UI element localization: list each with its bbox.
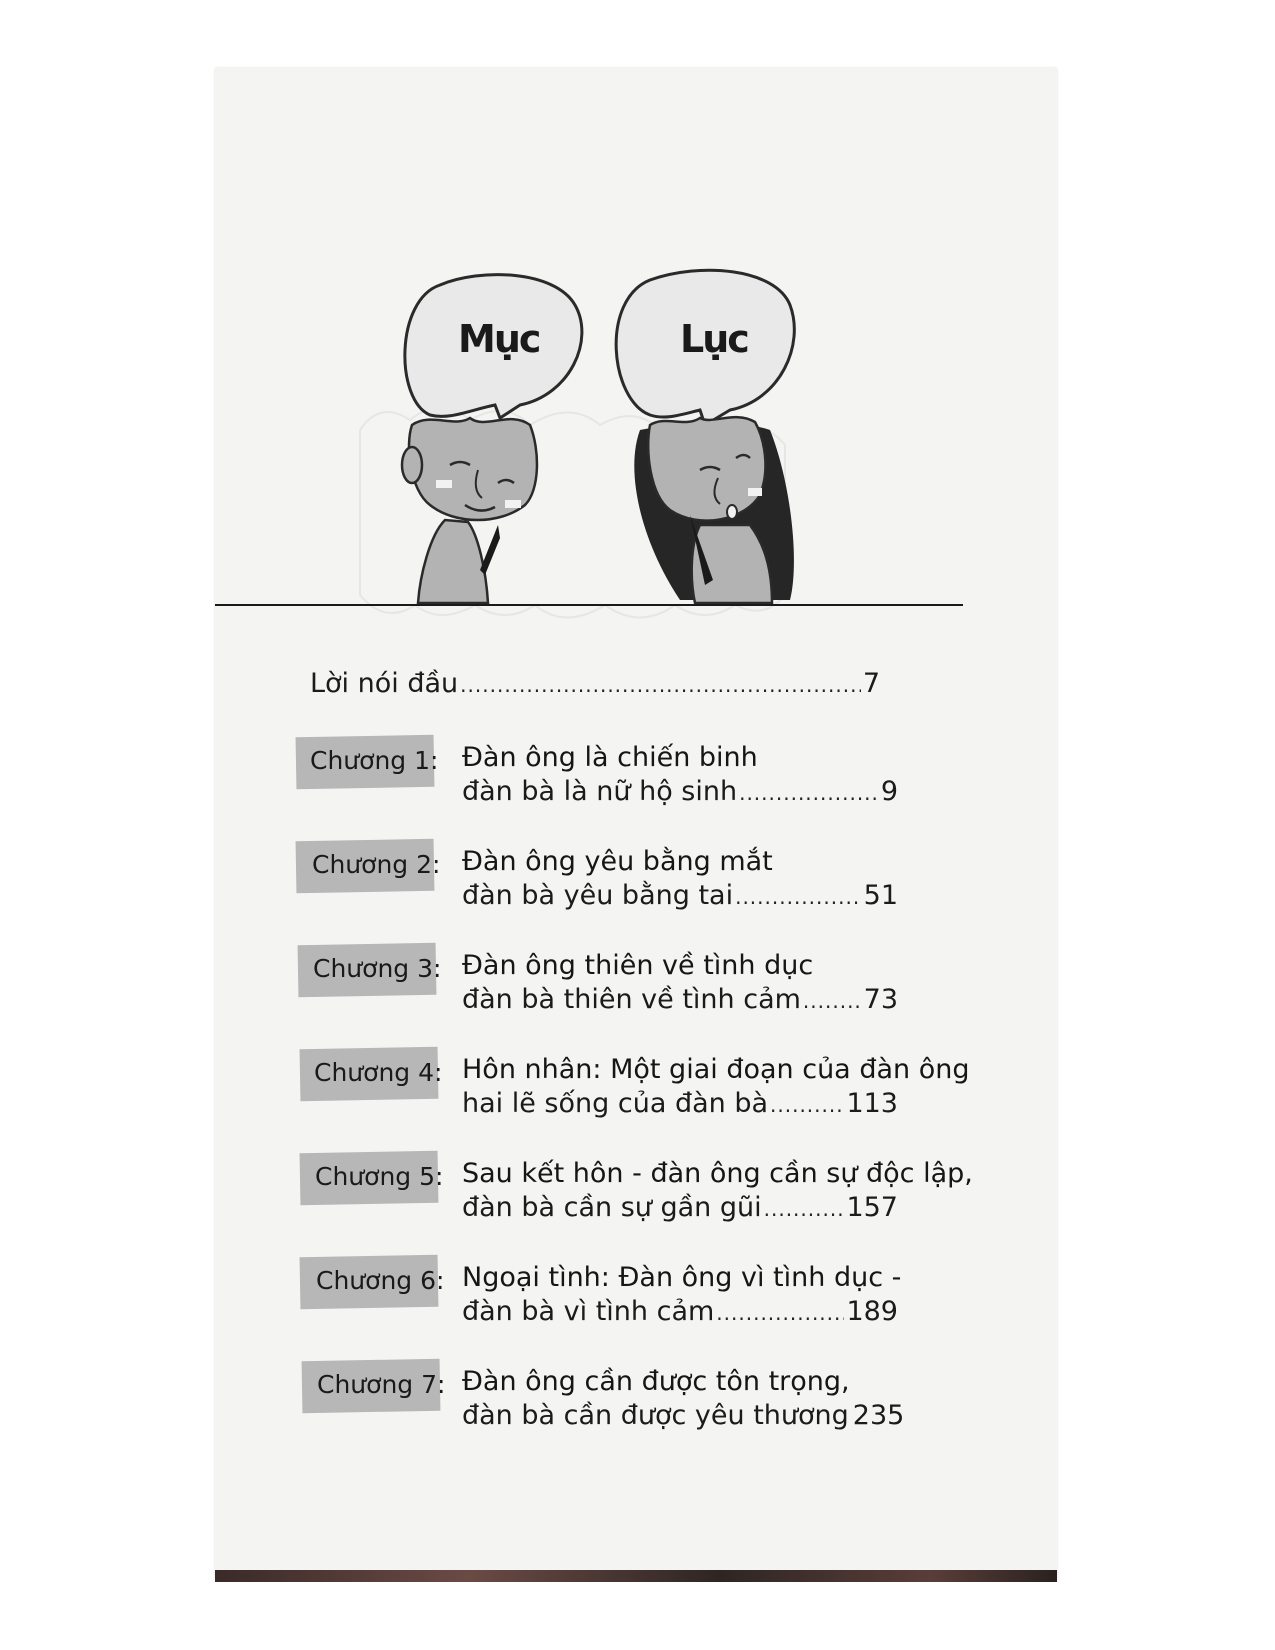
chapter-label: Chương 5:: [315, 1162, 444, 1191]
chapter-title-line2: đàn bà cần được yêu thương: [462, 1400, 849, 1431]
chapter-label: Chương 1:: [310, 746, 439, 775]
chapter-page: 73: [863, 984, 898, 1015]
chapter-label: Chương 7:: [317, 1370, 446, 1399]
boy-character: [402, 418, 537, 603]
chapter-title-line1: Ngoại tình: Đàn ông vì tình dục -: [462, 1262, 902, 1293]
toc-preface-row[interactable]: [310, 668, 880, 699]
chapter-page: 51: [863, 880, 898, 911]
chapter-title-line1: Đàn ông là chiến binh: [462, 742, 758, 773]
left-bubble-label: Mục: [458, 317, 540, 361]
preface-title: Lời nói đầu: [310, 668, 459, 699]
header-illustration: [0, 0, 1275, 620]
chapter-title-line2: đàn bà là nữ hộ sinh: [462, 776, 738, 807]
chapter-title-line2: đàn bà thiên về tình cảm: [462, 984, 801, 1015]
leader-dots: [764, 1197, 845, 1221]
chapter-page: 113: [846, 1088, 898, 1119]
chapter-title-line2-row: [462, 1400, 905, 1431]
chapter-title-line1: Đàn ông cần được tôn trọng,: [462, 1366, 850, 1397]
preface-page: 7: [862, 668, 880, 699]
right-thought-bubble: [616, 270, 794, 425]
leader-dots: [716, 1301, 844, 1325]
chapter-label: Chương 6:: [316, 1266, 445, 1295]
chapter-title-line2: hai lẽ sống của đàn bà: [462, 1088, 769, 1119]
chapter-title-line2-row: [462, 1088, 898, 1119]
right-bubble-label: Lục: [680, 317, 748, 361]
chapter-title-line2-row: [462, 880, 898, 911]
chapter-title-line2: đàn bà vì tình cảm: [462, 1296, 715, 1327]
leader-dots: [735, 885, 862, 909]
chapter-title-line1: Hôn nhân: Một giai đoạn của đàn ông: [462, 1054, 970, 1085]
chapter-label: Chương 4:: [314, 1058, 443, 1087]
page-edge: [215, 1570, 1057, 1582]
leader-dots: [739, 781, 879, 805]
chapter-title-line2-row: [462, 1192, 898, 1223]
chapter-title-line2-row: [462, 776, 898, 807]
chapter-page: 157: [846, 1192, 898, 1223]
leader-dots: [460, 673, 861, 697]
chapter-title-line2-row: [462, 1296, 898, 1327]
chapter-title-line2-row: [462, 984, 898, 1015]
chapter-title-line2: đàn bà yêu bằng tai: [462, 880, 734, 911]
header-divider: [215, 604, 963, 606]
chapter-title-line1: Sau kết hôn - đàn ông cần sự độc lập,: [462, 1158, 973, 1189]
chapter-page: 9: [880, 776, 898, 807]
chapter-page: 189: [846, 1296, 898, 1327]
girl-character: [634, 417, 794, 603]
chapter-label: Chương 3:: [313, 954, 442, 983]
left-thought-bubble: [405, 275, 582, 418]
chapter-title-line1: Đàn ông thiên về tình dục: [462, 950, 814, 981]
chapter-title-line1: Đàn ông yêu bằng mắt: [462, 846, 773, 877]
chapter-label: Chương 2:: [312, 850, 441, 879]
leader-dots: [803, 989, 862, 1013]
chapter-page: 235: [852, 1400, 905, 1431]
leader-dots: [770, 1093, 844, 1117]
chapter-title-line2: đàn bà cần sự gần gũi: [462, 1192, 762, 1223]
